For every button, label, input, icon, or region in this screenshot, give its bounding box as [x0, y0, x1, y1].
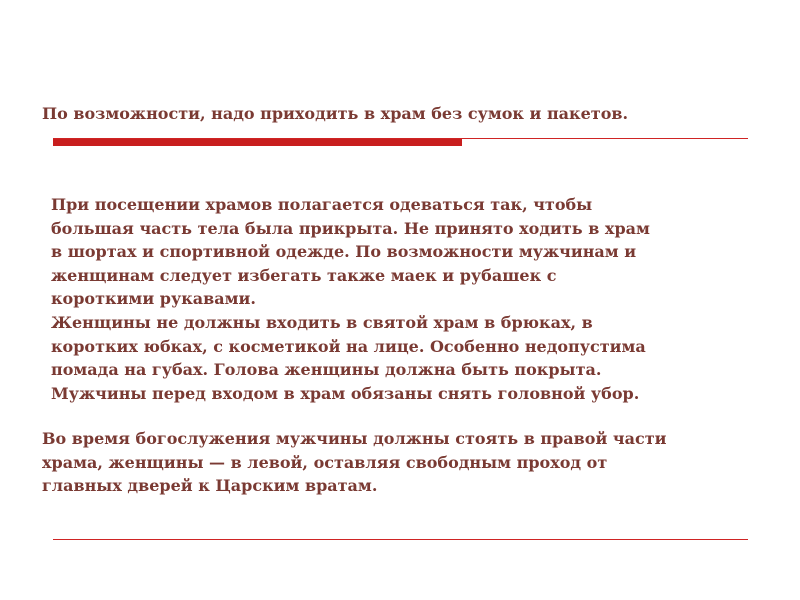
body-line: большая часть тела была прикрыта. Не принято ходить в храм [51, 218, 650, 238]
body-line: короткими рукавами. [51, 289, 256, 309]
body-line: женщинам следует избегать также маек и рубашек с [51, 265, 557, 285]
bottom-line: Во время богослужения мужчины должны стоять в правой части [42, 429, 667, 448]
bottom-line: храма, женщины — в левой, оставляя свободным проход от [42, 452, 608, 472]
body-line: помада на губах. Голова женщины должна быть покрыта. [51, 360, 602, 380]
title-underline-accent-bar [53, 139, 462, 146]
slide-title: По возможности, надо приходить в храм без сумок и пакетов. [42, 104, 629, 123]
dress-code-paragraph [51, 193, 756, 405]
body-line: Мужчины перед входом в храм обязаны снять головной убор. [51, 383, 640, 403]
body-line: коротких юбках, с косметикой на лице. Особенно недопустима [51, 336, 646, 356]
body-line: При посещении храмов полагается одеваться так, чтобы [51, 195, 593, 214]
service-conduct-paragraph [42, 427, 757, 498]
body-line: в шортах и спортивной одежде. По возможности мужчинам и [51, 242, 637, 262]
bottom-line: главных дверей к Царским вратам. [42, 476, 378, 496]
body-line: Женщины не должны входить в святой храм в брюках, в [51, 312, 593, 332]
footer-rule [53, 539, 748, 540]
